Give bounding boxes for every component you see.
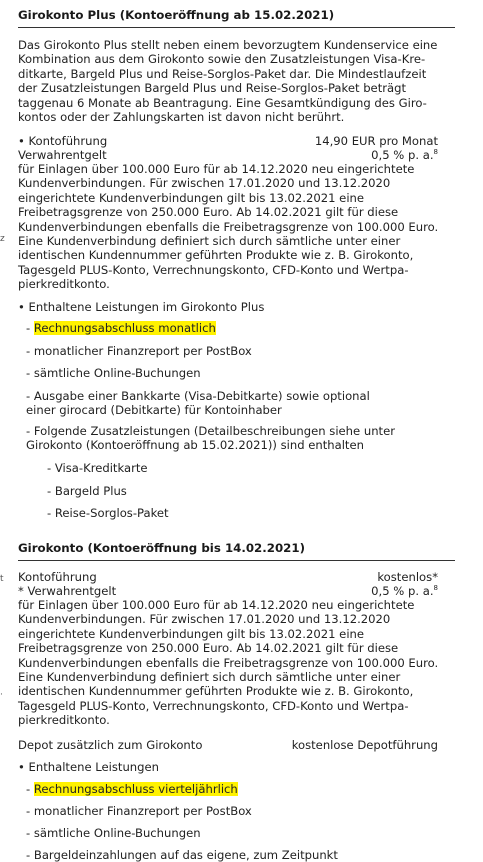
list-item: - Bargeldeinzahlungen auf das eigene, zum Zeitpunkt [26, 848, 338, 862]
section1-divider [18, 27, 455, 28]
section2-fee-row [18, 570, 438, 584]
depot-label: Depot zusätzlich zum Girokonto [18, 738, 203, 752]
section1-custody-text: für Einlagen über 100.000 Euro für ab 14.12.2020 neu eingerichtete Kundenverbindungen. Für zwischen 17.01.2020 und 13.12.2020 eingerichtete Kundenverbindungen gilt bis 13.02.2021 eine Freibetragsgrenze von 250.000 Euro. Ab 14.02.2021 gilt für diese Kundenverbindungen ebenfalls die Freibetragsgrenze von 100.000 Euro. Eine Kundenverbindung definiert sich durch sämtliche unter einer identischen Kundennummer geführten Produkte wie z. B. Girokonto, Tagesgeld PLUS-Konto, Verrechnungskonto, CFD-Konto und Wertpa- pierkreditkonto. [18, 162, 439, 292]
margin-mark: z [0, 234, 5, 244]
sub-list-item: - Reise-Sorglos-Paket [47, 506, 169, 520]
section2-custody-text: für Einlagen über 100.000 Euro für ab 14.12.2020 neu eingerichtete Kundenverbindungen. Für zwischen 17.01.2020 und 13.12.2020 eingerichtete Kundenverbindungen gilt bis 13.02.2021 eine Freibetragsgrenze von 250.000 Euro. Ab 14.02.2021 gilt für diese Kundenverbindungen ebenfalls die Freibetragsgrenze von 100.000 Euro. Eine Kundenverbindung definiert sich durch sämtliche unter einer identischen Kundennummer geführten Produkte wie z. B. Girokonto, Tagesgeld PLUS-Konto, Verrechnungskonto, CFD-Konto und Wertpa- pierkreditkonto. [18, 598, 439, 728]
section2-heading: Girokonto (Kontoeröffnung bis 14.02.2021) [18, 541, 305, 555]
margin-mark: t [0, 574, 4, 584]
section1-heading: Girokonto Plus (Kontoeröffnung ab 15.02.2021) [18, 8, 335, 22]
section2-divider [18, 560, 455, 561]
custody-label: * Verwahrentgelt [18, 584, 117, 598]
footnote-ref: 8 [433, 148, 438, 157]
fee-value: 14,90 EUR pro Monat [314, 134, 438, 148]
sub-list-item: - Bargeld Plus [47, 484, 127, 498]
footnote-ref: 8 [433, 584, 438, 593]
list-item: - monatlicher Finanzreport per PostBox [26, 344, 252, 358]
depot-value: kostenlose Depotführung [291, 738, 438, 752]
list-item: - monatlicher Finanzreport per PostBox [26, 804, 252, 818]
depot-row [18, 738, 438, 752]
highlighted-text: Rechnungsabschluss monatlich [33, 321, 216, 335]
custody-value-wrap [371, 148, 438, 162]
section1-included-label: • Enthaltene Leistungen im Girokonto Plus [18, 300, 265, 314]
section2-included-label: • Enthaltene Leistungen [18, 760, 159, 774]
margin-mark: · [0, 690, 3, 700]
section1-fee-row [18, 134, 438, 148]
fee-label: Kontoführung [18, 570, 97, 584]
custody-label: Verwahrentgelt [18, 148, 107, 162]
list-item: - Rechnungsabschluss monatlich [26, 321, 216, 335]
section1-custody-row [18, 148, 438, 162]
sub-list-item: - Visa-Kreditkarte [47, 461, 148, 475]
section1-intro: Das Girokonto Plus stellt neben einem bevorzugtem Kundenservice eine Kombination aus dem Girokonto sowie den Zusatzleistungen Visa-Kre- ditkarte, Bargeld Plus und Reise-Sorglos-Paket dar. Die Mindestlaufzeit der Zusatzleistungen Bargeld Plus und Reise-Sorglos-Paket beträgt taggenau 6 Monate ab Beantragung. Eine Gesamtkündigung des Giro- kontos oder der Zahlungskarten ist davon nicht berührt. [18, 38, 438, 125]
list-item: - sämtliche Online-Buchungen [26, 826, 201, 840]
list-item: - Rechnungsabschluss vierteljährlich [26, 782, 238, 796]
highlighted-text: Rechnungsabschluss vierteljährlich [33, 782, 238, 796]
list-item: - Folgende Zusatzleistungen (Detailbeschreibungen siehe unter Girokonto (Kontoeröffnung ab 15.02.2021)) sind enthalten [26, 424, 395, 453]
fee-value: kostenlos* [377, 570, 438, 584]
list-item: - Ausgabe einer Bankkarte (Visa-Debitkarte) sowie optional einer girocard (Debitkarte) für Kontoinhaber [26, 389, 370, 418]
list-item: - sämtliche Online-Buchungen [26, 366, 201, 380]
custody-value-wrap [371, 584, 438, 598]
custody-value: 0,5 % p. a. [371, 584, 434, 598]
section2-custody-row [18, 584, 438, 598]
fee-label: • Kontoführung [18, 134, 108, 148]
custody-value: 0,5 % p. a. [371, 148, 434, 162]
